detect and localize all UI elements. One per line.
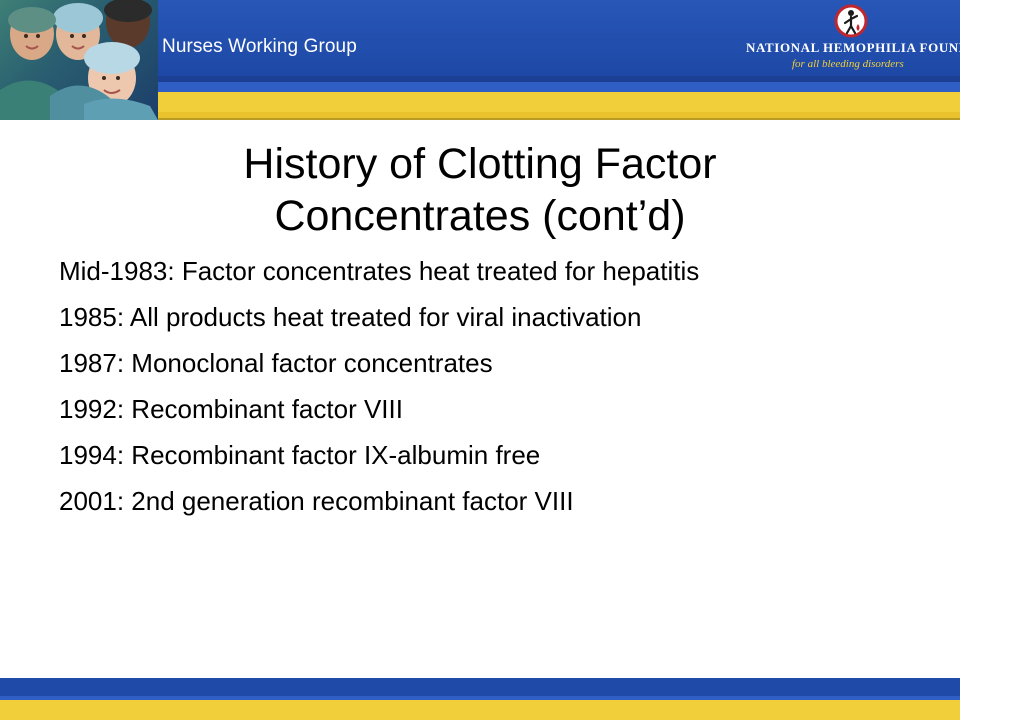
nurses-photo-illustration bbox=[0, 0, 158, 120]
nhf-logo-name: NATIONAL HEMOPHILIA FOUNDATION bbox=[746, 40, 1013, 55]
footer-band bbox=[0, 678, 960, 720]
list-item: 2001: 2nd generation recombinant factor VIII bbox=[59, 486, 574, 516]
nhf-logo bbox=[746, 4, 1013, 76]
group-title: Nurses Working Group bbox=[162, 36, 357, 57]
header-banner bbox=[0, 0, 1013, 120]
slide-title-line-2: Concentrates (cont’d) bbox=[274, 192, 686, 240]
timeline-list bbox=[59, 252, 699, 528]
list-item: 1994: Recombinant factor IX-albumin free bbox=[59, 440, 541, 470]
list-item: Mid-1983: Factor concentrates heat treated for hepatitis bbox=[59, 256, 700, 286]
list-item: 1992: Recombinant factor VIII bbox=[59, 394, 403, 424]
list-item: 1985: All products heat treated for viral inactivation bbox=[59, 302, 642, 332]
slide-title-line-1: History of Clotting Factor bbox=[243, 140, 717, 188]
nurses-photo bbox=[0, 0, 158, 120]
nhf-logo-tagline: for all bleeding disorders bbox=[792, 58, 904, 70]
slide-title bbox=[0, 138, 960, 242]
list-item: 1987: Monoclonal factor concentrates bbox=[59, 348, 493, 378]
nhf-logo-icon bbox=[834, 4, 868, 38]
